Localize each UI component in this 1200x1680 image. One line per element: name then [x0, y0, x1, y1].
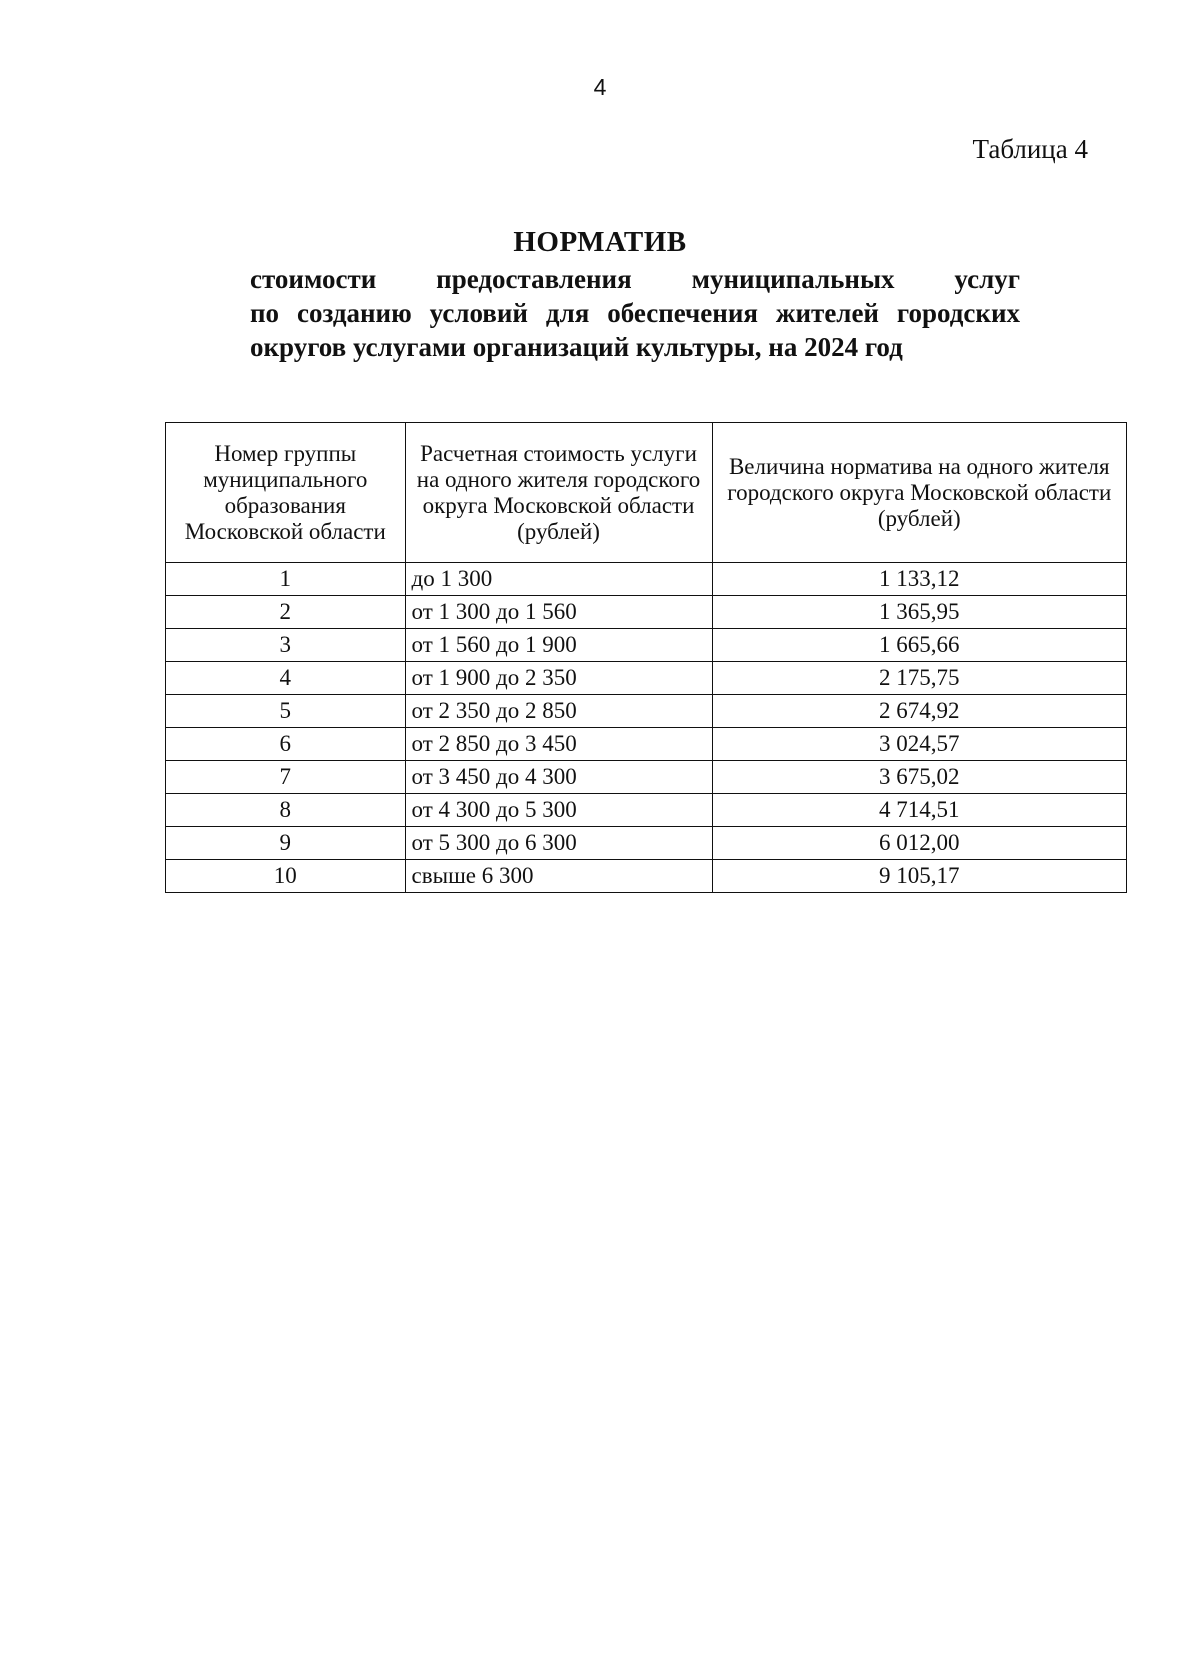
- cell-cost-range: от 1 560 до 1 900: [405, 629, 712, 662]
- table-row: [166, 728, 1127, 761]
- cell-cost-range: от 3 450 до 4 300: [405, 761, 712, 794]
- cell-cost-range: от 2 350 до 2 850: [405, 695, 712, 728]
- cell-norm-value: 1 365,95: [712, 596, 1127, 629]
- table-header-row: [166, 423, 1127, 563]
- cell-group-number: 3: [166, 629, 406, 662]
- cell-norm-value: 1 133,12: [712, 563, 1127, 596]
- subtitle-line: стоимости предоставления муниципальных услуг: [250, 264, 1020, 294]
- table-row: [166, 596, 1127, 629]
- norm-table: [165, 422, 1127, 893]
- table-row: [166, 662, 1127, 695]
- table-row: [166, 761, 1127, 794]
- cell-group-number: 4: [166, 662, 406, 695]
- table-row: [166, 695, 1127, 728]
- cell-norm-value: 1 665,66: [712, 629, 1127, 662]
- header-estimated-cost: Расчетная стоимость услуги на одного жителя городского округа Московской области (рублей): [405, 423, 712, 563]
- cell-norm-value: 6 012,00: [712, 827, 1127, 860]
- cell-group-number: 2: [166, 596, 406, 629]
- subtitle-line: округов услугами организаций культуры, на 2024 год: [250, 332, 903, 362]
- table-row: [166, 563, 1127, 596]
- cell-cost-range: от 5 300 до 6 300: [405, 827, 712, 860]
- cell-group-number: 5: [166, 695, 406, 728]
- cell-cost-range: от 1 900 до 2 350: [405, 662, 712, 695]
- header-group-number: Номер группы муниципального образования Московской области: [166, 423, 406, 563]
- cell-cost-range: от 2 850 до 3 450: [405, 728, 712, 761]
- cell-group-number: 9: [166, 827, 406, 860]
- table-row: [166, 827, 1127, 860]
- table-row: [166, 860, 1127, 893]
- cell-cost-range: свыше 6 300: [405, 860, 712, 893]
- header-norm-value: Величина норматива на одного жителя городского округа Московской области (рублей): [712, 423, 1127, 563]
- cell-norm-value: 9 105,17: [712, 860, 1127, 893]
- table-row: [166, 794, 1127, 827]
- cell-norm-value: 3 024,57: [712, 728, 1127, 761]
- cell-norm-value: 2 175,75: [712, 662, 1127, 695]
- cell-group-number: 10: [166, 860, 406, 893]
- document-title: НОРМАТИВ: [513, 226, 687, 258]
- cell-cost-range: от 1 300 до 1 560: [405, 596, 712, 629]
- cell-group-number: 7: [166, 761, 406, 794]
- cell-group-number: 8: [166, 794, 406, 827]
- cell-norm-value: 2 674,92: [712, 695, 1127, 728]
- cell-cost-range: до 1 300: [405, 563, 712, 596]
- table-label: Таблица 4: [972, 134, 1088, 164]
- subtitle-line: по созданию условий для обеспечения жителей городских: [250, 298, 1020, 328]
- cell-norm-value: 3 675,02: [712, 761, 1127, 794]
- cell-norm-value: 4 714,51: [712, 794, 1127, 827]
- document-subtitle: [250, 262, 1020, 364]
- page-number: 4: [593, 74, 607, 100]
- cell-cost-range: от 4 300 до 5 300: [405, 794, 712, 827]
- cell-group-number: 1: [166, 563, 406, 596]
- table-row: [166, 629, 1127, 662]
- cell-group-number: 6: [166, 728, 406, 761]
